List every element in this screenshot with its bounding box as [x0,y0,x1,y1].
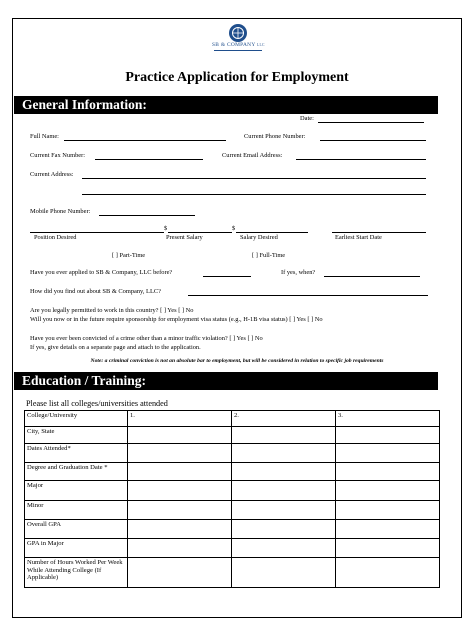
table-cell[interactable] [232,444,336,463]
date-field[interactable] [318,122,424,123]
table-cell[interactable] [232,463,336,481]
separate-page-instruction: If yes, give details on a separate page and attach to the application. [30,344,201,351]
form-title: Practice Application for Employment [125,70,349,85]
part-time-checkbox[interactable]: [ ] Part-Time [112,252,146,259]
row-label: Degree and Graduation Date * [25,463,128,481]
hear-about-field[interactable] [188,295,428,296]
company-logo [216,20,260,58]
table-cell[interactable] [128,520,232,539]
table-cell[interactable] [336,444,440,463]
mobile-label: Mobile Phone Number: [30,208,91,215]
table-row [25,481,440,501]
row-label: Dates Attended* [25,444,128,463]
table-cell[interactable] [128,463,232,481]
row-label: Major [25,481,128,501]
education-training-header: Education / Training: [14,372,438,390]
present-salary-field[interactable] [168,232,232,233]
table-row [25,501,440,520]
table-row [25,444,440,463]
current-phone-label: Current Phone Number: [244,133,306,140]
sponsorship-question[interactable]: Will you now or in the future require sponsorship for employment visa status (e.g., H-1B visa status) [ ] Yes [ ] No [30,316,323,323]
salary-desired-field[interactable] [236,232,308,233]
full-time-checkbox[interactable]: [ ] Full-Time [252,252,286,259]
table-row [25,520,440,539]
dollar-sign-desired: $ [232,225,236,232]
current-phone-field[interactable] [320,140,426,141]
position-field[interactable] [30,232,164,233]
logo-rule [214,50,262,51]
table-cell[interactable] [336,501,440,520]
table-cell[interactable] [232,481,336,501]
full-name-field[interactable] [64,140,226,141]
table-row [25,411,440,427]
mobile-field[interactable] [99,215,195,216]
address-field-line-2[interactable] [82,194,426,195]
row-label: GPA in Major [25,539,128,558]
table-cell[interactable] [232,427,336,444]
column-header-1[interactable]: 1. [128,411,232,427]
table-cell[interactable] [336,481,440,501]
applied-before-label: Have you ever applied to SB & Company, LLC before? [30,269,173,276]
legally-permitted-question[interactable]: Are you legally permitted to work in this country? [ ] Yes [ ] No [30,307,194,314]
row-label: City, State [25,427,128,444]
table-cell[interactable] [128,558,232,588]
start-date-label: Earliest Start Date [335,234,382,241]
table-cell[interactable] [336,427,440,444]
column-header-2[interactable]: 2. [232,411,336,427]
address-field-line-1[interactable] [82,178,426,179]
table-cell[interactable] [232,539,336,558]
email-field[interactable] [296,159,426,160]
criminal-conviction-note: Note: a criminal conviction is not an absolute bar to employment, but will be considered in relation to specific job requirements [90,358,384,364]
applied-before-field[interactable] [203,276,251,277]
position-label: Position Desired [34,234,77,241]
hear-about-label: How did you find out about SB & Company, LLC? [30,288,161,295]
table-row [25,558,440,588]
if-yes-when-label: If yes, when? [281,269,316,276]
fax-field[interactable] [95,159,203,160]
date-label: Date: [300,115,314,122]
table-cell[interactable] [128,427,232,444]
row-label: Number of Hours Worked Per Week While Attending College (If Applicable) [25,558,128,588]
row-label: College/University [25,411,128,427]
logo-suffix: LLC [257,43,265,47]
education-table [24,410,440,588]
table-cell[interactable] [232,558,336,588]
table-cell[interactable] [232,501,336,520]
table-cell[interactable] [128,481,232,501]
present-salary-label: Present Salary [166,234,203,241]
start-date-field[interactable] [332,232,426,233]
email-label: Current Email Address: [222,152,283,159]
salary-desired-label: Salary Desired [240,234,278,241]
table-cell[interactable] [336,463,440,481]
table-cell[interactable] [128,444,232,463]
row-label: Overall GPA [25,520,128,539]
dollar-sign-present: $ [164,225,168,232]
convicted-question[interactable]: Have you ever been convicted of a crime other than a minor traffic violation? [ ] Yes [ ] No [30,335,263,342]
address-label: Current Address: [30,171,74,178]
table-cell[interactable] [232,520,336,539]
table-cell[interactable] [336,558,440,588]
table-row [25,539,440,558]
table-row [25,427,440,444]
table-cell[interactable] [336,539,440,558]
logo-company-name: SB & COMPANY [212,42,256,48]
column-header-3[interactable]: 3. [336,411,440,427]
fax-label: Current Fax Number: [30,152,86,159]
education-instruction: Please list all colleges/universities attended [26,399,168,408]
general-information-header: General Information: [14,96,438,114]
if-yes-when-field[interactable] [324,276,420,277]
full-name-label: Full Name: [30,133,59,140]
table-cell[interactable] [128,539,232,558]
table-cell[interactable] [336,520,440,539]
row-label: Minor [25,501,128,520]
table-cell[interactable] [128,501,232,520]
table-row [25,463,440,481]
